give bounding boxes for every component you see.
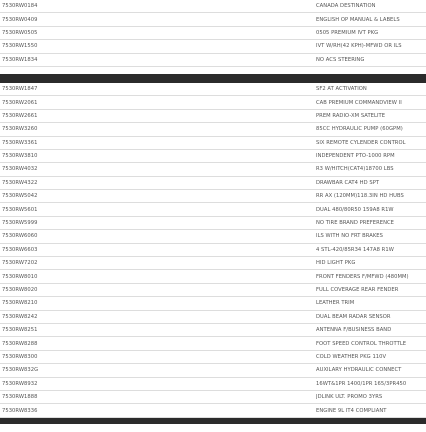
option-description: FOOT SPEED CONTROL THROTTLE <box>316 340 407 347</box>
option-description: 4 STL-420/85R34 147A8 R1W <box>316 246 394 253</box>
option-code: 7530RW4322 <box>2 179 38 186</box>
option-code: 7530RW5601 <box>2 206 38 213</box>
option-code: 7530RW6603 <box>2 246 38 253</box>
option-code: 7530RW8251 <box>2 327 38 334</box>
table-row <box>0 40 426 53</box>
table-row <box>0 324 426 337</box>
table-row <box>0 351 426 364</box>
option-description: COLD WEATHER PKG 110V <box>316 353 387 360</box>
table-row <box>0 337 426 350</box>
option-description: RR AX (120MM)118.3IN HD HUBS <box>316 193 404 200</box>
option-description: NO ACS STEERING <box>316 56 365 63</box>
option-description: CANADA DESTINATION <box>316 3 376 10</box>
option-description: DUAL BEAM RADAR SENSOR <box>316 313 391 320</box>
table-row <box>0 311 426 324</box>
table-row <box>0 203 426 216</box>
option-description: ENGINE 9L IT4 COMPLIANT <box>316 407 387 414</box>
option-description: HID LIGHT PKG <box>316 260 356 267</box>
table-row <box>0 257 426 270</box>
options-group-1 <box>0 0 426 67</box>
option-description: SIX REMOTE CYLENDER CONTROL <box>316 139 406 146</box>
option-code: 7530RW8300 <box>2 353 38 360</box>
option-description: DUAL 480/80R50 159A8 R1W <box>316 206 394 213</box>
table-row <box>0 244 426 257</box>
table-row <box>0 96 426 109</box>
table-row <box>0 0 426 13</box>
table-row <box>0 123 426 136</box>
option-code: 7530RW8020 <box>2 287 38 293</box>
option-code: 7530RW3260 <box>2 126 38 133</box>
table-row <box>0 297 426 310</box>
option-description: 85CC HYDRAULIC PUMP (60GPM) <box>316 126 403 133</box>
option-description: INDEPENDENT PTO-1000 RPM <box>316 153 395 160</box>
option-description: FULL COVERAGE REAR FENDER <box>316 287 399 293</box>
option-code: 7530RW1847 <box>2 86 38 93</box>
option-code: 7530RW3361 <box>2 139 38 146</box>
option-description: ILS WITH NO FRT BRAKES <box>316 233 383 240</box>
table-row <box>0 177 426 190</box>
option-description: FRONT FENDERS F/MFWD (480MM) <box>316 273 409 280</box>
option-code: 7530RW6060 <box>2 233 38 240</box>
table-row <box>0 27 426 40</box>
section-divider-bar-bottom <box>0 418 426 424</box>
option-description: ANTENNA F/BUSINESS BAND <box>316 327 392 334</box>
table-row <box>0 391 426 404</box>
table-row <box>0 364 426 377</box>
option-code: 7530RW0409 <box>2 16 38 23</box>
option-description: NO TIRE BRAND PREFERENCE <box>316 220 395 227</box>
option-description: LEATHER TRIM <box>316 300 355 307</box>
option-description: CAB PREMIUM COMMANDVIEW II <box>316 99 402 106</box>
option-description: 16WT&1PR 1400/1PR 165/3PR450 <box>316 380 407 387</box>
option-code: 7530RW0505 <box>2 29 38 36</box>
option-description: 0505 PREMIUM IVT PKG <box>316 29 379 36</box>
table-row <box>0 404 426 417</box>
table-row <box>0 137 426 150</box>
table-row <box>0 284 426 297</box>
option-code: 7530RW8242 <box>2 313 38 320</box>
option-code: 7530RW1550 <box>2 43 38 50</box>
options-group-2 <box>0 83 426 418</box>
option-code: 7530RW7202 <box>2 260 38 267</box>
option-description: JDLINK ULT. PROMO 3YRS <box>316 394 383 401</box>
table-row <box>0 150 426 163</box>
table-row <box>0 83 426 96</box>
option-code: 7530RW8336 <box>2 407 38 414</box>
option-description: IVT W/RH(42 KPH)-MFWD OR ILS <box>316 43 402 50</box>
option-code: 7530RW0184 <box>2 3 38 10</box>
option-code: 7530RW1888 <box>2 394 38 401</box>
option-code: 7530RW1834 <box>2 56 38 63</box>
table-row <box>0 217 426 230</box>
option-code: 7530RW5999 <box>2 220 38 227</box>
table-row <box>0 270 426 283</box>
option-description: ENGLISH OP MANUAL & LABELS <box>316 16 400 23</box>
table-row <box>0 110 426 123</box>
option-description: R3 W/HITCH(CAT4)18700 LBS <box>316 166 394 173</box>
option-description: PREM RADIO-XM SATELITE <box>316 112 386 119</box>
table-row <box>0 378 426 391</box>
option-code: 7530RW832G <box>2 367 39 374</box>
option-description: SF2 AT ACTIVATION <box>316 86 367 93</box>
table-row <box>0 13 426 26</box>
table-row <box>0 190 426 203</box>
section-divider-bar <box>0 74 426 83</box>
option-code: 7530RW2661 <box>2 112 38 119</box>
spacer <box>0 67 426 74</box>
table-row <box>0 230 426 243</box>
option-description: AUXILARY HYDRAULIC CONNECT <box>316 367 402 374</box>
table-row <box>0 163 426 176</box>
option-code: 7530RW5042 <box>2 193 38 200</box>
option-code: 7530RW8210 <box>2 300 38 307</box>
option-description: DRAWBAR CAT4 HD SPT <box>316 179 380 186</box>
option-code: 7530RW3810 <box>2 153 38 160</box>
option-code: 7530RW8010 <box>2 273 38 280</box>
table-row <box>0 54 426 67</box>
option-code: 7530RW2061 <box>2 99 38 106</box>
option-code: 7530RW4032 <box>2 166 38 173</box>
option-code: 7530RW8932 <box>2 380 38 387</box>
option-code: 7530RW8288 <box>2 340 38 347</box>
